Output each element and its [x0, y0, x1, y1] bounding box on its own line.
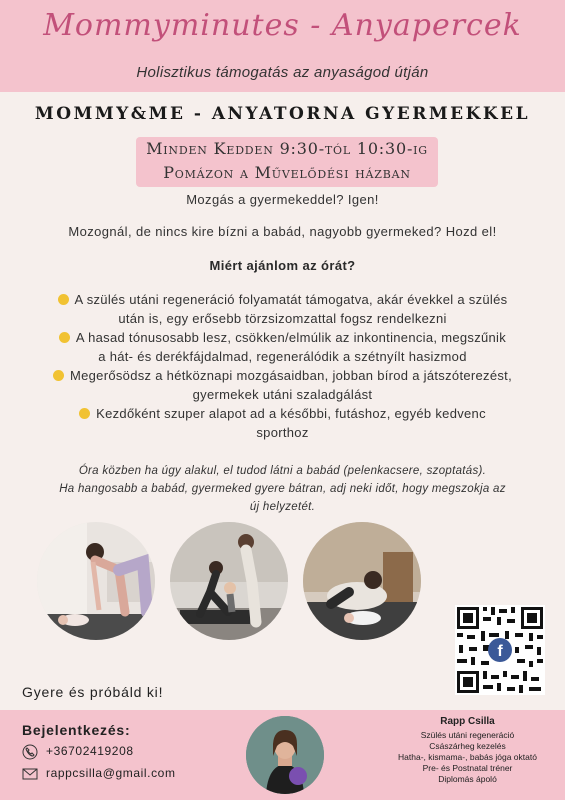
credential: Diplomás ápoló [438, 774, 497, 784]
photo-mother-with-baby [303, 522, 421, 640]
list-item: A hasad tónusosabb lesz, csökken/elmúlik az inkontinencia, megszűnik a hát- és derékfájdalmad, regenerálódik a szétnyílt hasizmod [18, 328, 547, 366]
qr-code-graphic [455, 605, 545, 695]
schedule-location: Pomázon a Művelődési házban [163, 163, 411, 182]
call-to-action: Gyere és próbáld ki! [22, 684, 164, 700]
avatar [246, 716, 324, 794]
credential: Szülés utáni regeneráció [420, 730, 515, 740]
instructor-name: Rapp Csilla [440, 716, 495, 727]
svg-text:f: f [497, 643, 503, 660]
email-address: rappcsilla@gmail.com [46, 766, 176, 781]
list-item: Kezdőként szuper alapot ad a későbbi, futáshoz, egyéb kedvenc sporthoz [18, 404, 547, 442]
photo-mother-stretching [37, 522, 155, 640]
credential: Hatha-, kismama-, babás jóga oktató [398, 752, 537, 762]
list-item: A szülés utáni regeneráció folyamatát támogatva, akár évekkel a szülés után is, egy erősebb törzsizomzattal fogsz rendelkezni [18, 290, 547, 328]
schedule-box [136, 137, 438, 187]
instructor-bio [380, 716, 555, 785]
credential: Pre- és Postnatal tréner [422, 763, 513, 773]
signup-label: Bejelentkezés: [22, 722, 131, 738]
qr-code[interactable] [455, 605, 545, 695]
photo-mother-with-toddler [170, 522, 288, 640]
brand-script-title: Mommyminutes - Anyapercek [43, 8, 522, 43]
bullet-dot-icon [79, 408, 90, 419]
list-item: Megerősödsz a hétköznapi mozgásaidban, jobban bírod a játszóterezést, gyermekek utáni szaladgálást [18, 366, 547, 404]
intro-invite: Mozognál, de nincs kire bízni a babád, nagyobb gyermeked? Hozd el! [68, 224, 497, 239]
contact-phone[interactable] [22, 744, 134, 760]
why-heading: Miért ajánlom az órát? [209, 258, 356, 273]
intro-question: Mozgás a gyermekeddel? Igen! [186, 192, 379, 207]
bullet-dot-icon [58, 294, 69, 305]
tagline: Holisztikus támogatás az anyaságod útján [136, 64, 429, 81]
info-note: Óra közben ha úgy alakul, el tudod látni a babád (pelenkacsere, szoptatás). Ha hangosabb a babád, gyermeked gyere bátran, adj neki időt, hogy megszokja az új helyzetét. [59, 465, 506, 513]
bullet-dot-icon [53, 370, 64, 381]
contact-email[interactable] [22, 766, 176, 782]
mail-icon [22, 766, 38, 782]
phone-number: +36702419208 [46, 744, 134, 759]
schedule-time: Minden Kedden 9:30-tól 10:30-ig [146, 139, 428, 158]
credential: Császárheg kezelés [429, 741, 506, 751]
bullet-dot-icon [59, 332, 70, 343]
benefit-list [18, 290, 547, 442]
phone-icon [22, 744, 38, 760]
page-title: MOMMY&ME - ANYATORNA GYERMEKKEL [34, 104, 531, 124]
